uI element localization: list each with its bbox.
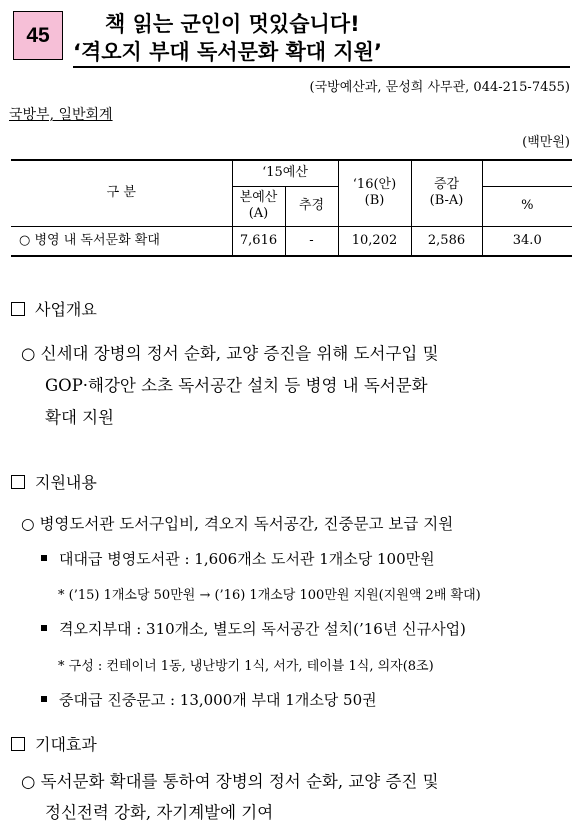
header-diff-label: 증감 xyxy=(433,177,460,193)
support-item-2-text: 격오지부대 : 310개소, 별도의 독서공간 설치(’16년 신규사업) xyxy=(59,620,466,638)
section-overview-heading xyxy=(11,297,97,320)
cell-16: 10,202 xyxy=(338,226,411,256)
header-division: 구 분 xyxy=(11,160,232,226)
overview-line-3: 확대 지원 xyxy=(45,408,115,427)
header-diff-ba: (B-A) xyxy=(429,193,464,209)
section-box-icon xyxy=(11,475,25,489)
title-line-2: ‘격오지 부대 독서문화 확대 지원’ xyxy=(73,40,382,64)
effect-line-1: ○ 독서문화 확대를 통하여 장병의 정서 순화, 교양 증진 및 xyxy=(21,772,439,791)
cell-diff: 2,586 xyxy=(411,226,482,256)
table-row xyxy=(11,226,572,256)
header-16-b: (B) xyxy=(364,193,385,209)
section-effect-heading xyxy=(11,732,97,755)
effect-line-2: 정신전력 강화, 자기계발에 기여 xyxy=(45,803,274,822)
title-underline xyxy=(73,66,570,68)
budget-table xyxy=(11,159,572,257)
header-16-label: ‘16(안) xyxy=(352,177,397,193)
support-item-1-text: 대대급 병영도서관 : 1,606개소 도서관 1개소당 100만원 xyxy=(59,550,435,568)
header-main-budget xyxy=(232,186,285,226)
cell-pct: 34.0 xyxy=(482,226,572,256)
section-support-title: 지원내용 xyxy=(35,473,97,492)
title-line-1: 책 읽는 군인이 멋있습니다! xyxy=(105,12,360,36)
overview-line-2: GOP·해강안 소초 독서공간 설치 등 병영 내 독서문화 xyxy=(45,376,428,395)
unit-label: (백만원) xyxy=(522,135,570,150)
header-main-label: 본예산 xyxy=(239,190,278,205)
support-item-2 xyxy=(41,618,466,639)
bullet-square-icon xyxy=(41,555,47,561)
row-label: ○ 병영 내 독서문화 확대 xyxy=(11,226,232,256)
header-budget-15: ‘15예산 xyxy=(232,160,338,186)
support-note-2: * 구성 : 컨테이너 1동, 냉난방기 1식, 서가, 테이블 1식, 의자(8조) xyxy=(58,659,434,674)
bullet-square-icon xyxy=(41,696,47,702)
support-item-3 xyxy=(41,689,377,710)
overview-line-1: ○ 신세대 장병의 정서 순화, 교양 증진을 위해 도서구입 및 xyxy=(21,344,439,363)
header-main-a: (A) xyxy=(248,206,269,221)
cell-main: 7,616 xyxy=(232,226,285,256)
page-title xyxy=(73,10,573,66)
department-label: 국방부, 일반회계 xyxy=(9,107,113,123)
section-support-heading xyxy=(11,470,97,493)
support-item-3-text: 중대급 진중문고 : 13,000개 부대 1개소당 50권 xyxy=(59,691,377,709)
table-header-row xyxy=(11,160,572,186)
item-number-badge: 45 xyxy=(13,11,63,60)
contact-info: (국방예산과, 문성희 사무관, 044-215-7455) xyxy=(309,80,570,95)
header-pct: % xyxy=(482,186,572,226)
section-effect-title: 기대효과 xyxy=(35,735,97,754)
support-item-1 xyxy=(41,548,435,569)
header-pct-top xyxy=(482,160,572,186)
bullet-square-icon xyxy=(41,625,47,631)
cell-supp: - xyxy=(285,226,338,256)
header-16 xyxy=(338,160,411,226)
header-supplementary: 추경 xyxy=(285,186,338,226)
section-overview-title: 사업개요 xyxy=(35,300,97,319)
support-intro: ○ 병영도서관 도서구입비, 격오지 독서공간, 진중문고 보급 지원 xyxy=(21,515,454,533)
header-diff xyxy=(411,160,482,226)
section-box-icon xyxy=(11,302,25,316)
support-note-1: * (’15) 1개소당 50만원 → (’16) 1개소당 100만원 지원(지원액 2배 확대) xyxy=(58,588,481,603)
section-box-icon xyxy=(11,737,25,751)
